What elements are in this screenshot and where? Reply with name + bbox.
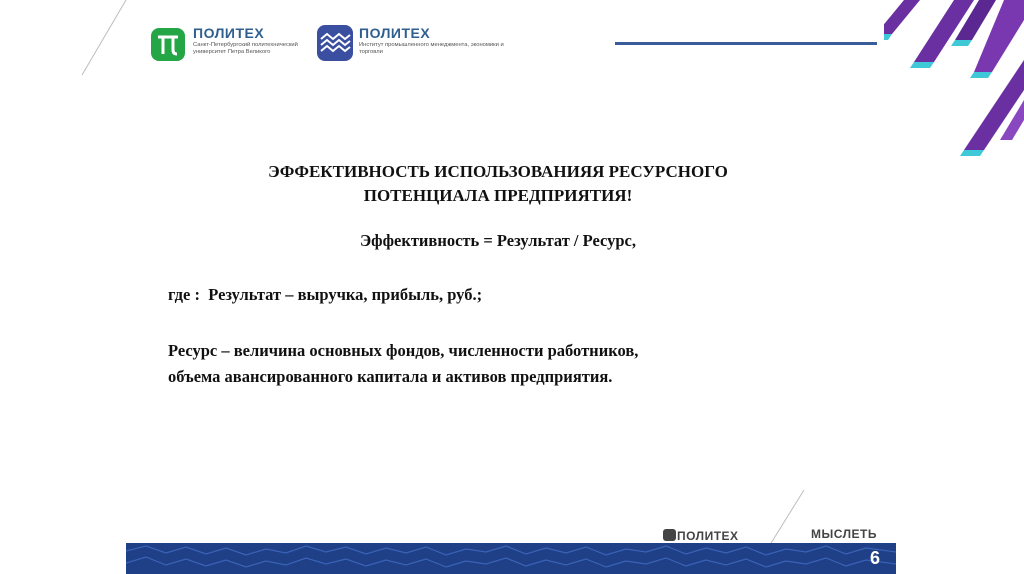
logo-subtitle: Институт промышленного менеджмента, экономики и торговли (359, 42, 504, 55)
resource-line-1: Ресурс – величина основных фондов, численности работников, (168, 341, 639, 360)
title-line-2: ПОТЕНЦИАЛА ПРЕДПРИЯТИЯ! (363, 186, 633, 205)
footer-slogan: МЫСЛЕТЬ (811, 527, 877, 541)
decorative-diagonal-line-right (760, 490, 810, 550)
title-line-1: ЭФФЕКТИВНОСТЬ ИСПОЛЬЗОВАНИЯЯ РЕСУРСНОГО (268, 162, 728, 181)
efficiency-formula: Эффективность = Результат / Ресурс, (359, 231, 637, 250)
slide-title (208, 160, 788, 208)
institute-wave-mark-icon (317, 25, 353, 61)
footer-bar (126, 543, 896, 574)
header-rule (615, 42, 877, 45)
decorative-diagonal-line-left (80, 0, 130, 80)
institute-logo (317, 25, 504, 65)
logo-title: ПОЛИТЕХ (359, 25, 431, 41)
footer-pattern (126, 543, 896, 574)
polytech-green-mark-icon (151, 28, 185, 61)
logo-subtitle: Санкт-Петербургский политехнический университет Петра Великого (193, 42, 298, 55)
page-number: 6 (869, 548, 880, 568)
resource-line-2: объема авансированного капитала и активов предприятия. (168, 367, 613, 386)
logo-title: ПОЛИТЕХ (193, 25, 265, 41)
result-definition: где : Результат – выручка, прибыль, руб.; (168, 285, 483, 304)
resource-definition (168, 338, 808, 390)
footer-logo-text: ПОЛИТЕХ (677, 529, 739, 543)
polytech-university-logo (151, 25, 301, 65)
decorative-stripes (884, 0, 1024, 160)
footer-logo (663, 529, 739, 543)
footer-logo-mark-icon (663, 529, 676, 541)
slide-content (168, 160, 808, 390)
